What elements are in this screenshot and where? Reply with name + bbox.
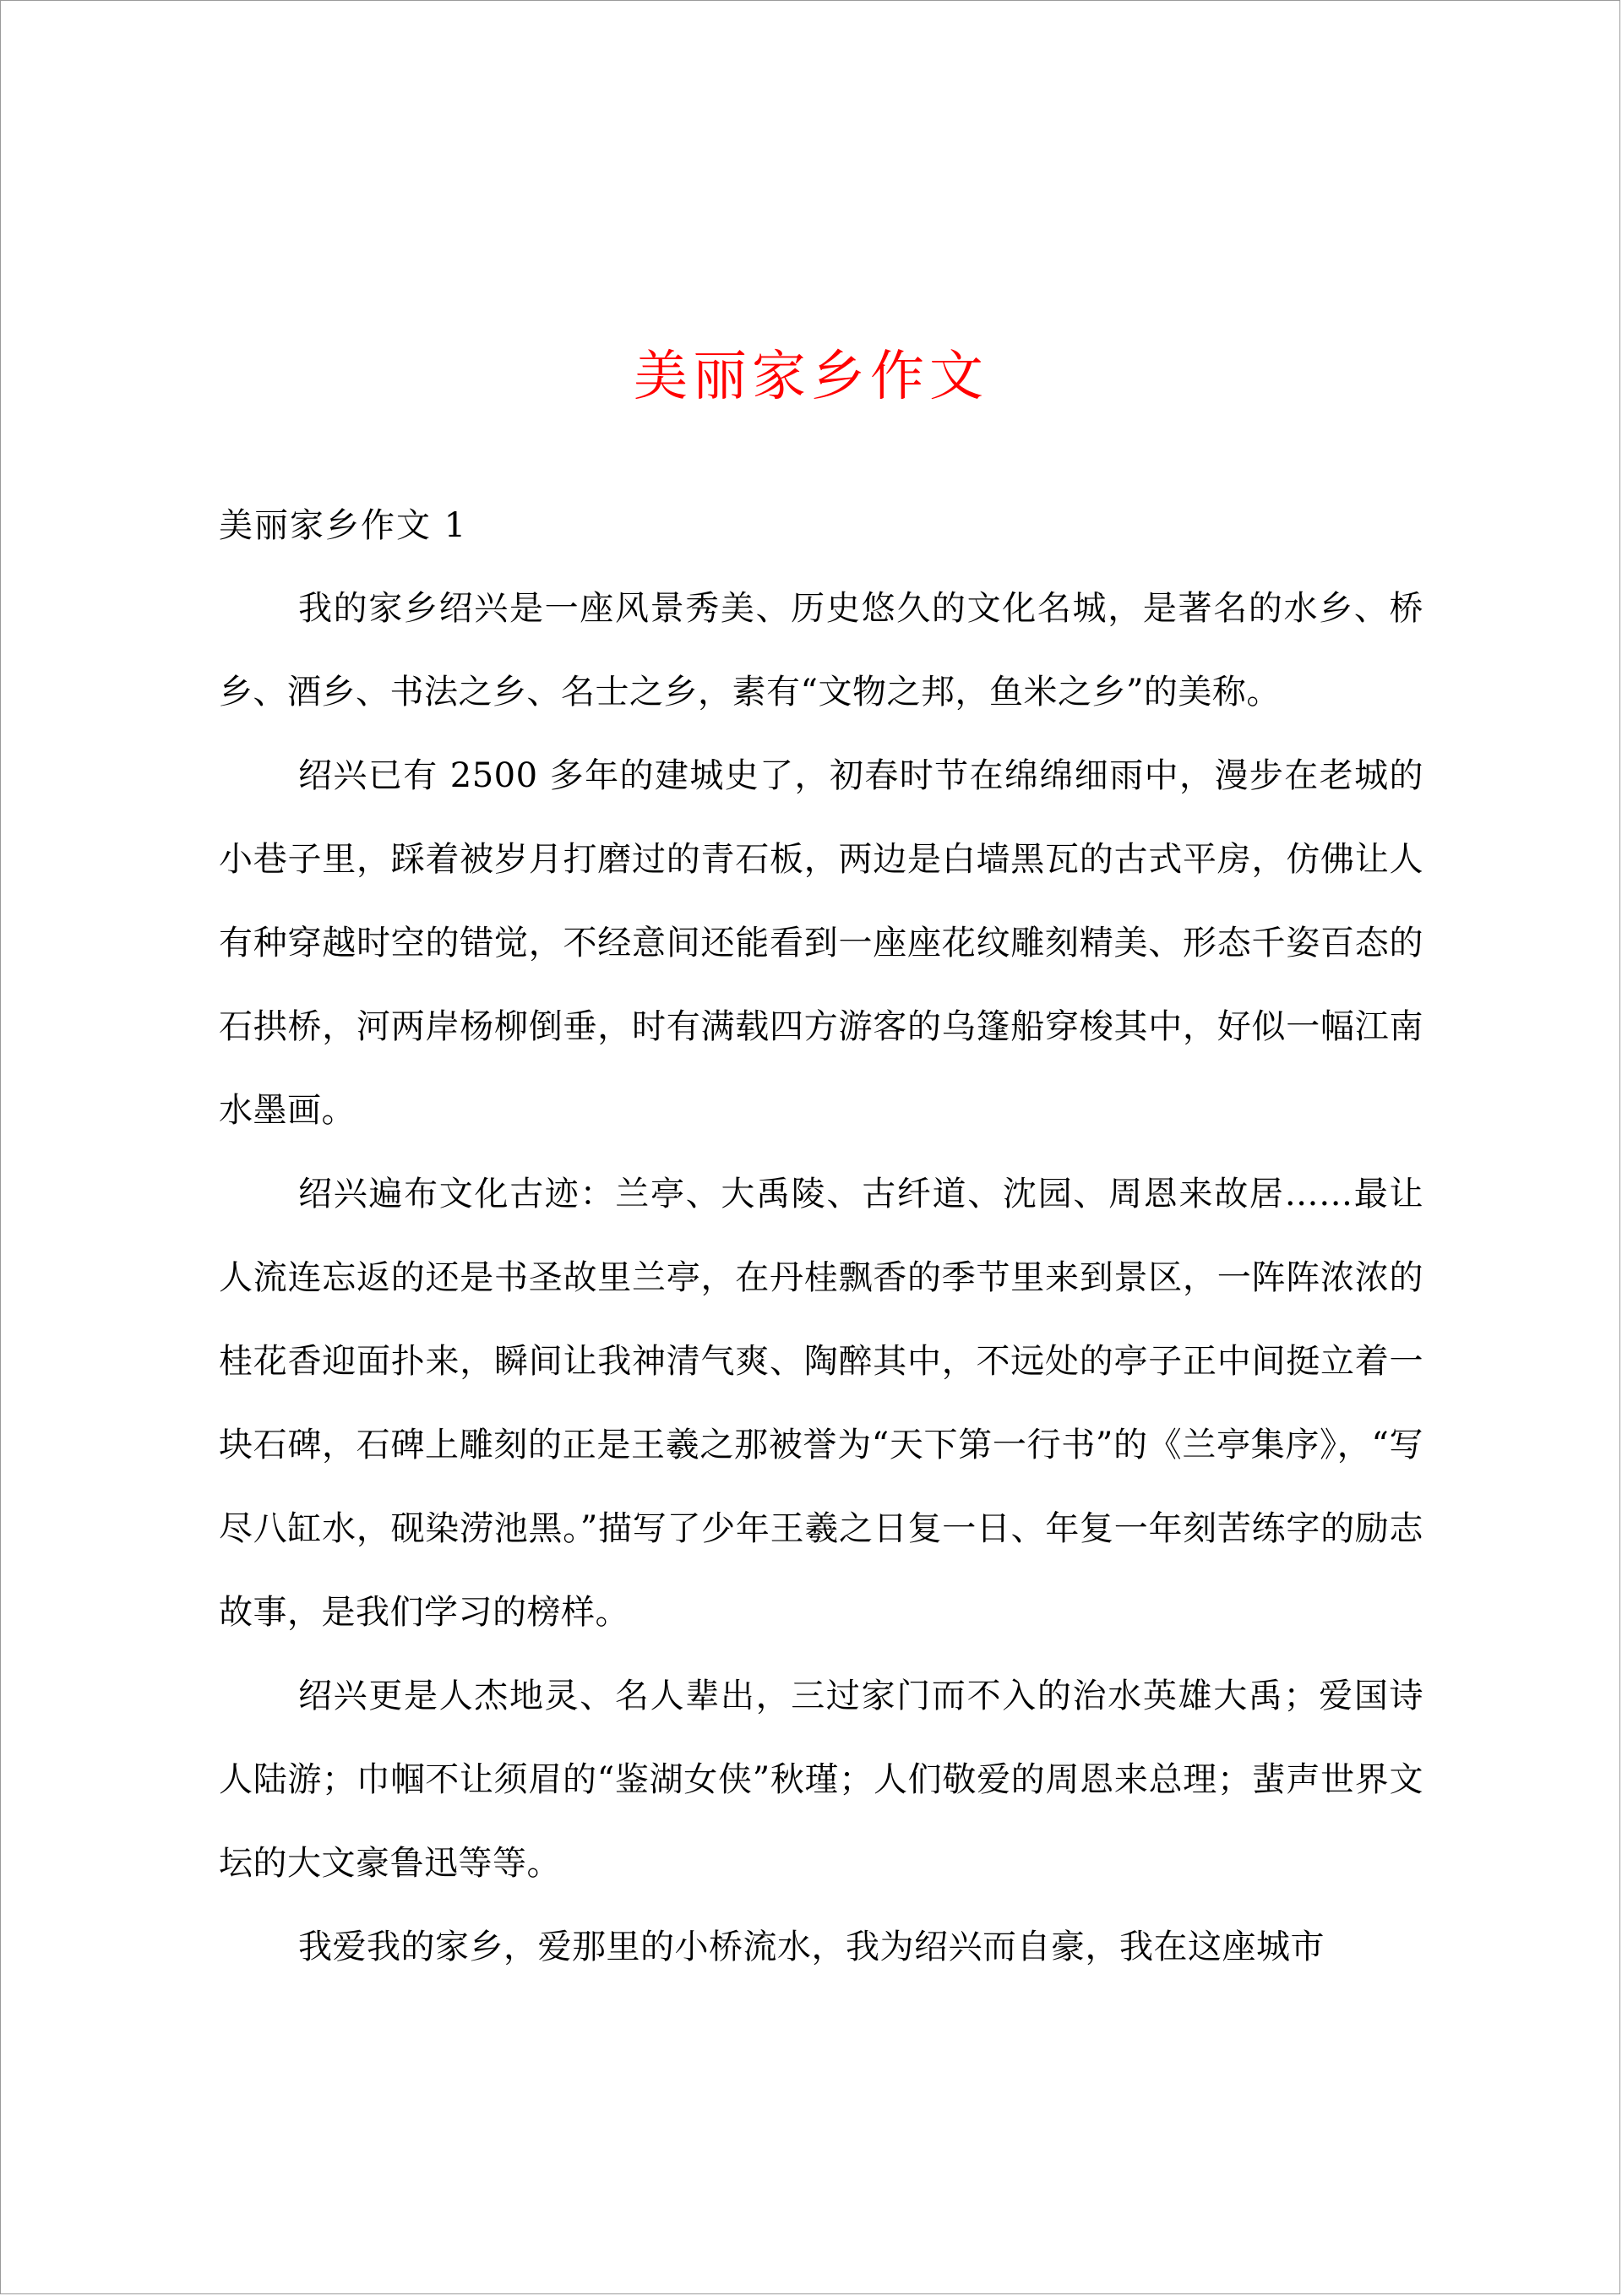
paragraph-1: 我的家乡绍兴是一座风景秀美、历史悠久的文化名城，是著名的水乡、桥乡、酒乡、书法之乡、名士之乡，素有“文物之邦，鱼米之乡”的美称。 [219, 589, 1423, 712]
section-heading: 美丽家乡作文 1 [219, 506, 468, 545]
paragraph-3: 绍兴遍布文化古迹：兰亭、大禹陵、古纤道、沈园、周恩来故居……最让人流连忘返的还是书圣故里兰亭，在丹桂飘香的季节里来到景区，一阵阵浓浓的桂花香迎面扑来，瞬间让我神清气爽、陶醉其中，不远处的亭子正中间挺立着一块石碑，石碑上雕刻的正是王羲之那被誉为“天下第一行书”的《兰亭集序》，“写尽八缸水，砚染涝池黑。”描写了少年王羲之日复一日、年复一年刻苦练字的励志故事，是我们学习的榜样。 [219, 1175, 1423, 1632]
paragraph-2: 绍兴已有 2500 多年的建城史了，初春时节在绵绵细雨中，漫步在老城的小巷子里，踩着被岁月打磨过的青石板，两边是白墙黑瓦的古式平房，仿佛让人有种穿越时空的错觉，不经意间还能看到一座座花纹雕刻精美、形态千姿百态的石拱桥，河两岸杨柳倒垂，时有满载四方游客的乌篷船穿梭其中，好似一幅江南水墨画。 [219, 756, 1423, 1130]
document-title: 美丽家乡作文 [634, 346, 988, 408]
document-body [219, 484, 1423, 1989]
paragraph-5: 我爱我的家乡，爱那里的小桥流水，我为绍兴而自豪，我在这座城市 [298, 1928, 1325, 1966]
paragraph-4: 绍兴更是人杰地灵、名人辈出，三过家门而不入的治水英雄大禹；爱国诗人陆游；巾帼不让须眉的“鉴湖女侠”秋瑾；人们敬爱的周恩来总理；蜚声世界文坛的大文豪鲁迅等等。 [219, 1677, 1423, 1883]
